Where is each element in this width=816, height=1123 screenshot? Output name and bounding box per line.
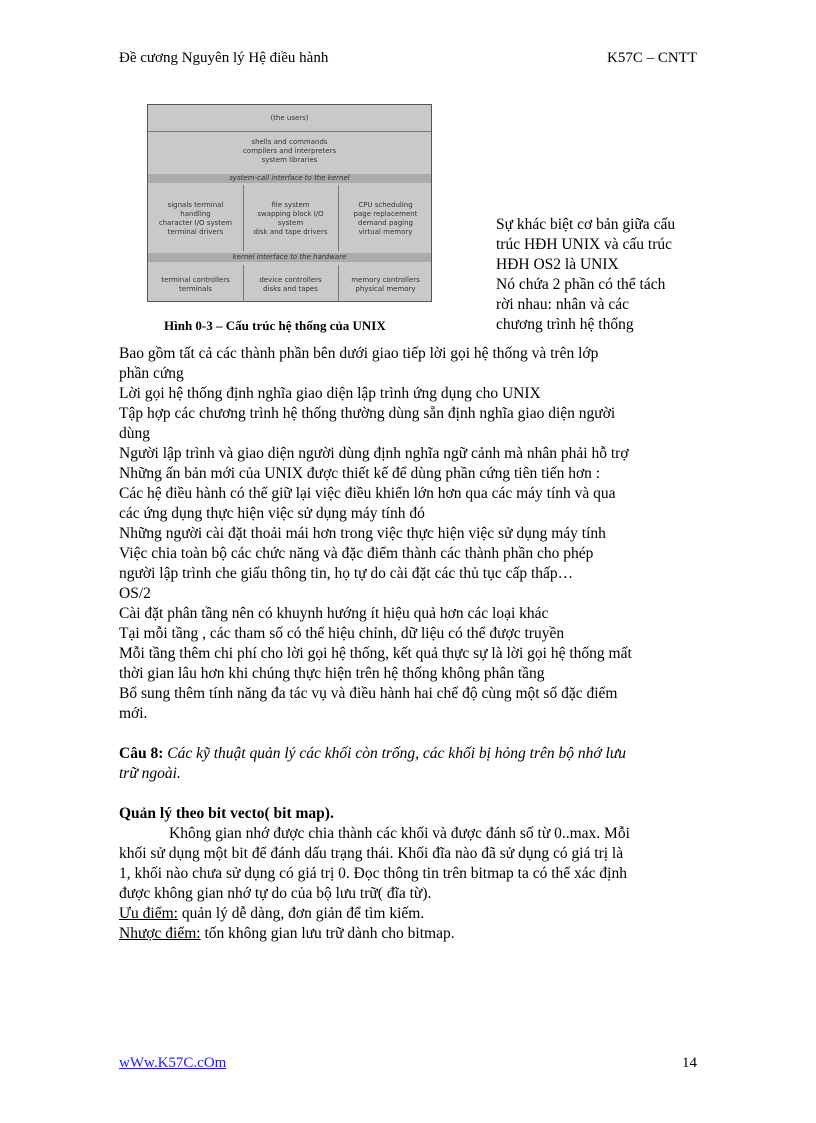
body-line: Bao gồm tất cả các thành phần bên dưới giao tiếp lời gọi hệ thống và trên lớp <box>119 345 599 362</box>
body-line: Những ấn bản mới của UNIX được thiết kế để dùng phần cứng tiên tiến hơn : <box>119 465 601 482</box>
fig-col3-line: page replacement <box>353 210 418 218</box>
disadvantage-text: tốn không gian lưu trữ dành cho bitmap. <box>200 925 455 942</box>
fig-hw1-line: terminal controllers <box>161 276 230 284</box>
fig-col1-line: signals terminal <box>167 201 224 209</box>
figure-caption: Hình 0-3 – Cấu trúc hệ thống của UNIX <box>164 318 386 333</box>
fig-hw3-line: memory controllers <box>351 276 420 284</box>
fig-separator <box>148 131 431 132</box>
fig-hw2-line: device controllers <box>259 276 322 284</box>
fig-col1-line: character I/O system <box>158 219 233 227</box>
fig-col2-line: disk and tape drivers <box>253 228 328 236</box>
question-8-cont <box>119 764 709 784</box>
section-title <box>119 804 709 824</box>
fig-col3-line: demand paging <box>358 219 413 227</box>
section-para-line: 1, khối nào chưa sử dụng có giá trị 0. Đọc thông tin trên bitmap ta có thể xác định <box>119 865 627 882</box>
body-line: Tập hợp các chương trình hệ thống thường dùng sẵn định nghĩa giao diện người <box>119 405 616 422</box>
body-line: Tại mỗi tầng , các tham số có thể hiệu chỉnh, dữ liệu có thể được truyền <box>119 625 565 642</box>
fig-users: (the users) <box>270 114 309 122</box>
fig-col3-line: CPU scheduling <box>358 201 413 209</box>
fig-shells-3: system libraries <box>261 156 318 164</box>
fig-col2-line: system <box>277 219 304 227</box>
fig-hw3-line: physical memory <box>355 285 416 293</box>
question-8 <box>119 744 709 764</box>
section-title-text: Quản lý theo bit vecto( bit map). <box>119 805 334 822</box>
body-line: Việc chia toàn bộ các chức năng và đặc điểm thành các thành phần cho phép <box>119 545 594 562</box>
side-line: trúc HĐH UNIX và cấu trúc <box>496 236 673 253</box>
fig-col-1 <box>148 201 243 237</box>
side-line: Nó chứa 2 phần có thể tách <box>496 276 666 293</box>
advantage-line <box>119 904 709 924</box>
fig-col1-line: handling <box>180 210 211 218</box>
fig-hw2-line: disks and tapes <box>263 285 318 293</box>
fig-col-2 <box>243 201 338 237</box>
body-line: Mỗi tầng thêm chi phí cho lời gọi hệ thống, kết quả thực sự là lời gọi hệ thống mất <box>119 645 632 662</box>
side-line: Sự khác biệt cơ bản giữa cấu <box>496 216 676 233</box>
body-line: OS/2 <box>119 585 151 602</box>
footer-link[interactable]: wWw.K57C.cOm <box>119 1055 227 1071</box>
side-line: HĐH OS2 là UNIX <box>496 256 619 273</box>
fig-hw-3 <box>338 276 433 294</box>
body-line: thời gian lâu hơn khi chúng thực hiện trên hệ thống không phân tầng <box>119 665 545 682</box>
fig-hw-2 <box>243 276 338 294</box>
fig-col-3 <box>338 201 433 237</box>
fig-hw1-line: terminals <box>179 285 212 293</box>
side-text <box>496 215 711 335</box>
body-text <box>119 344 709 944</box>
disadvantage-label: Nhược điểm: <box>119 925 201 942</box>
question-text: Các kỹ thuật quản lý các khối còn trống, các khối bị hỏng trên bộ nhớ lưu <box>167 745 627 762</box>
question-label: Câu 8: <box>119 745 164 762</box>
body-line: Lời gọi hệ thống định nghĩa giao diện lập trình ứng dụng cho UNIX <box>119 385 541 402</box>
side-line: chương trình hệ thống <box>496 316 634 333</box>
body-line: phần cứng <box>119 365 184 382</box>
section-para-line: Không gian nhớ được chia thành các khối và được đánh số từ 0..max. Mỗi <box>169 825 630 842</box>
fig-col3-line: virtual memory <box>358 228 413 236</box>
body-line: Người lập trình và giao diện người dùng định nghĩa ngữ cảnh mà nhân phải hỗ trợ <box>119 445 629 462</box>
question-text-cont: trữ ngoài. <box>119 765 181 782</box>
fig-hw-1 <box>148 276 243 294</box>
header-title: Đề cương Nguyên lý Hệ điều hành <box>119 50 329 66</box>
disadvantage-line <box>119 924 709 944</box>
body-line: người lập trình che giấu thông tin, họ tự do cài đặt các thủ tục cấp thấp… <box>119 565 574 582</box>
body-line: mới. <box>119 705 148 722</box>
fig-col2-line: file system <box>271 201 310 209</box>
side-line: rời nhau: nhân và các <box>496 296 629 313</box>
fig-syscall-band: system-call interface to the kernel <box>148 174 431 183</box>
advantage-label: Ưu điểm: <box>119 905 178 922</box>
section-para-line: được không gian nhớ tự do của bộ lưu trữ( đĩa từ). <box>119 885 432 902</box>
fig-kernel-band: kernel interface to the hardware <box>148 253 431 262</box>
body-line: dùng <box>119 425 150 442</box>
advantage-text: quản lý dễ dàng, đơn giản để tìm kiếm. <box>177 905 425 922</box>
section-para-line: khối sử dụng một bit để đánh dấu trạng thái. Khối đĩa nào đã sử dụng có giá trị là <box>119 845 624 862</box>
fig-col2-line: swapping block I/O <box>257 210 324 218</box>
body-line: Bổ sung thêm tính năng đa tác vụ và điều hành hai chế độ cùng một số đặc điểm <box>119 685 618 702</box>
body-line: Các hệ điều hành có thể giữ lại việc điều khiển lớn hơn qua các máy tính và qua <box>119 485 616 502</box>
fig-shells-2: compilers and interpreters <box>242 147 337 155</box>
body-line: Cài đặt phân tầng nên có khuynh hướng ít hiệu quả hơn các loại khác <box>119 605 549 622</box>
page-number: 14 <box>682 1055 697 1071</box>
fig-shells-1: shells and commands <box>251 138 328 146</box>
body-line: các ứng dụng thực hiện việc sử dụng máy tính đó <box>119 505 425 522</box>
header-class: K57C – CNTT <box>607 50 697 66</box>
unix-structure-figure <box>147 104 432 302</box>
body-line: Những người cài đặt thoải mái hơn trong việc thực hiện việc sử dụng máy tính <box>119 525 606 542</box>
fig-col1-line: terminal drivers <box>167 228 224 236</box>
